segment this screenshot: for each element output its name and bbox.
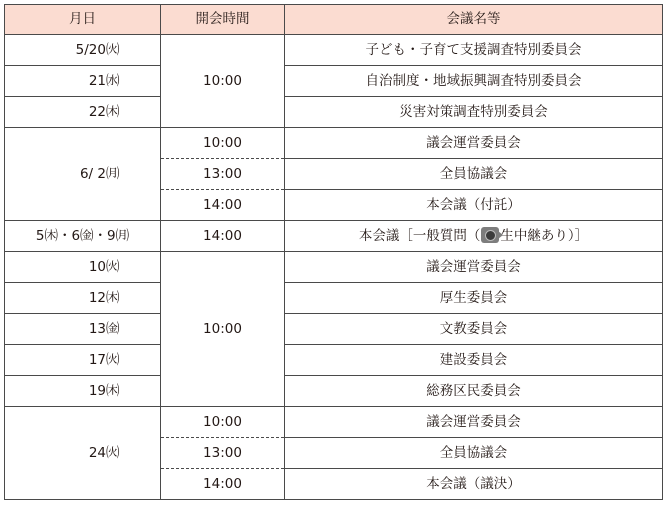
time-cell: 13:00	[161, 438, 285, 469]
header-meeting: 会議名等	[285, 5, 663, 35]
table-row	[5, 345, 663, 376]
meeting-cell: 本会議（付託）	[285, 190, 663, 221]
table-row	[5, 252, 663, 283]
date-cell: 5/20㈫	[5, 35, 161, 66]
date-cell: 13㈮	[5, 314, 161, 345]
date-cell: 5㈭・6㈮・9㈪	[5, 221, 161, 252]
header-date: 月日	[5, 5, 161, 35]
time-cell: 10:00	[161, 407, 285, 438]
time-cell: 10:00	[161, 35, 285, 128]
meeting-cell: 全員協議会	[285, 438, 663, 469]
time-cell: 10:00	[161, 252, 285, 407]
header-row	[5, 5, 663, 35]
date-cell: 22㈭	[5, 97, 161, 128]
header-time: 開会時間	[161, 5, 285, 35]
time-cell: 13:00	[161, 159, 285, 190]
time-cell: 14:00	[161, 469, 285, 500]
date-cell: 12㈭	[5, 283, 161, 314]
meeting-cell: 議会運営委員会	[285, 128, 663, 159]
table-row	[5, 407, 663, 438]
table-row	[5, 128, 663, 159]
video-camera-icon	[481, 227, 499, 243]
date-cell: 21㈬	[5, 66, 161, 97]
meeting-cell: 議会運営委員会	[285, 252, 663, 283]
time-cell: 14:00	[161, 190, 285, 221]
meeting-cell: 子ども・子育て支援調査特別委員会	[285, 35, 663, 66]
meeting-text: 生中継あり）］	[500, 228, 589, 244]
meeting-cell: 建設委員会	[285, 345, 663, 376]
meeting-schedule-table	[4, 4, 663, 500]
meeting-cell: 文教委員会	[285, 314, 663, 345]
table-row	[5, 314, 663, 345]
meeting-cell: 議会運営委員会	[285, 407, 663, 438]
table-row	[5, 221, 663, 252]
meeting-cell	[285, 221, 663, 252]
meeting-cell: 本会議（議決）	[285, 469, 663, 500]
date-cell: 6/ 2㈪	[5, 128, 161, 221]
meeting-cell: 自治制度・地域振興調査特別委員会	[285, 66, 663, 97]
meeting-cell: 災害対策調査特別委員会	[285, 97, 663, 128]
table-row	[5, 97, 663, 128]
time-cell: 14:00	[161, 221, 285, 252]
meeting-cell: 厚生委員会	[285, 283, 663, 314]
meeting-cell: 総務区民委員会	[285, 376, 663, 407]
meeting-cell: 全員協議会	[285, 159, 663, 190]
date-cell: 24㈫	[5, 407, 161, 500]
table-row	[5, 66, 663, 97]
table-row	[5, 35, 663, 66]
meeting-text: 本会議［一般質問（	[358, 228, 481, 244]
table-row	[5, 376, 663, 407]
date-cell: 19㈭	[5, 376, 161, 407]
time-cell: 10:00	[161, 128, 285, 159]
date-cell: 17㈫	[5, 345, 161, 376]
table-row	[5, 283, 663, 314]
date-cell: 10㈫	[5, 252, 161, 283]
